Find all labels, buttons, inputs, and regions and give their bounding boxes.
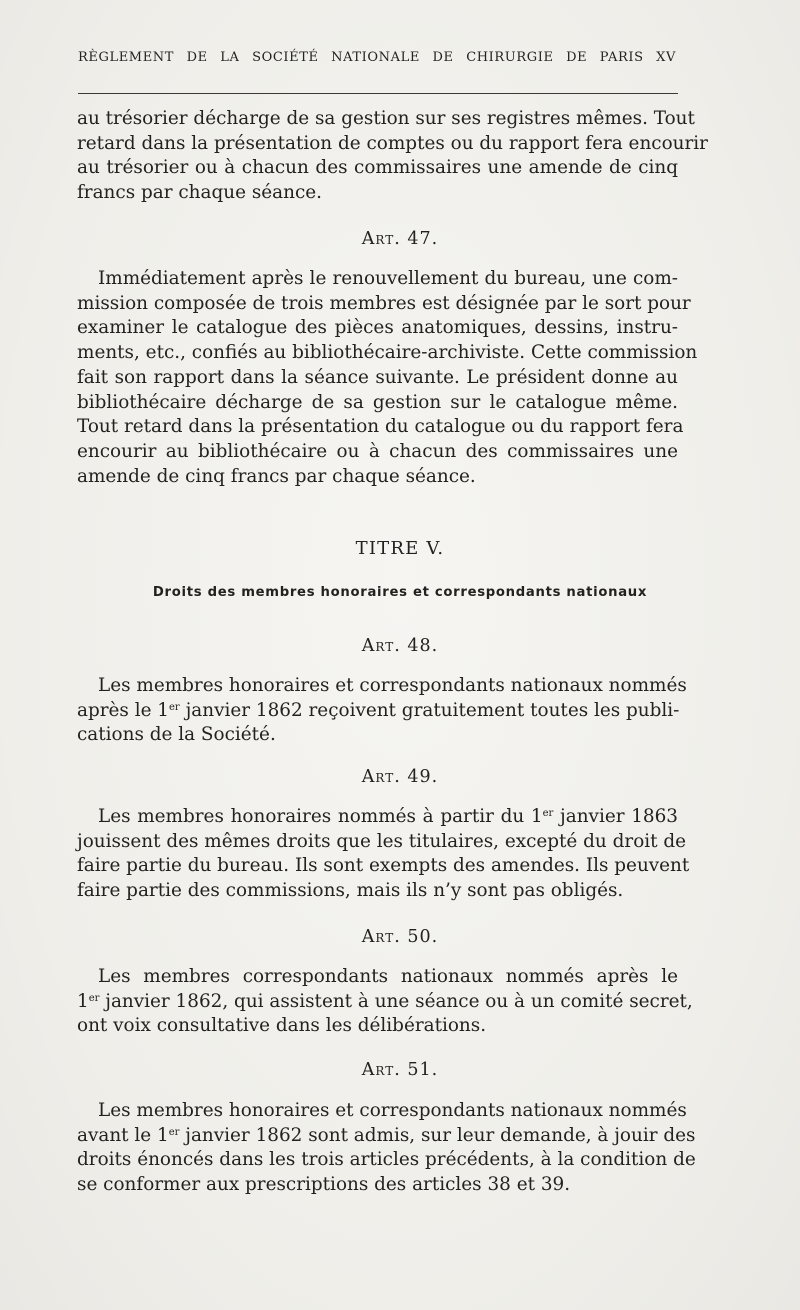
text-line: cations de la Société. — [77, 724, 276, 746]
text-line — [77, 1124, 696, 1149]
text-line: retard dans la présentation de comptes ou du rapport fera encourir — [77, 132, 708, 154]
titre-heading: TITRE V. — [355, 538, 445, 559]
article-51-text — [77, 1099, 696, 1198]
text-fragment: janvier 1862 sont admis, sur leur demande, à jouir des — [179, 1124, 696, 1146]
text-line: Les membres honoraires et correspondants nationaux nommés — [98, 1100, 687, 1121]
article-49-text — [77, 805, 690, 904]
text-line: ments, etc., confiés au bibliothécaire-archiviste. Cette commission — [77, 342, 698, 364]
superscript: er — [88, 992, 100, 1004]
titre-subtitle: Droits des membres honoraires et correspondants nationaux — [152, 585, 648, 600]
text-line: au trésorier décharge de sa gestion sur ses registres mêmes. Tout — [77, 108, 695, 129]
superscript: er — [169, 701, 180, 713]
text-line: ont voix consultative dans les délibérations. — [77, 1015, 487, 1037]
article-47-text — [77, 267, 698, 489]
text-line: mission composée de trois membres est désignée par le sort pour — [77, 292, 691, 314]
article-48-heading: Art. 48. — [361, 636, 439, 656]
text-line: amende de cinq francs par chaque séance. — [77, 465, 476, 487]
text-line: se conformer aux prescriptions des articles 38 et 39. — [77, 1174, 571, 1196]
text-line: francs par chaque séance. — [77, 182, 322, 204]
article-49-heading: Art. 49. — [361, 767, 439, 787]
text-line: jouissent des mêmes droits que les titulaires, excepté du droit de — [77, 830, 687, 852]
text-fragment: après le 1 — [77, 699, 170, 721]
text-line: bibliothécaire décharge de sa gestion sur le catalogue même. — [77, 391, 678, 413]
text-fragment: Les membres honoraires nommés à partir du 1 — [98, 806, 543, 827]
article-48-text — [77, 674, 687, 748]
text-line — [77, 699, 678, 724]
article-51-heading: Art. 51. — [361, 1060, 439, 1080]
text-fragment: janvier 1863 — [553, 806, 678, 827]
article-50-heading: Art. 50. — [361, 927, 439, 947]
text-line: encourir au bibliothécaire ou à chacun des commissaires une — [77, 440, 678, 462]
paragraph-continuation — [77, 107, 708, 206]
header-rule — [78, 93, 678, 94]
text-line: Les membres correspondants nationaux nommés après le — [98, 966, 678, 987]
text-line: faire partie des commissions, mais ils n’y sont pas obligés. — [77, 880, 624, 902]
article-47-heading: Art. 47. — [361, 229, 439, 249]
text-line: au trésorier ou à chacun des commissaires une amende de cinq — [77, 157, 678, 179]
superscript: er — [168, 1126, 180, 1138]
superscript: er — [542, 808, 554, 819]
text-line: Les membres honoraires et correspondants nationaux nommés — [98, 675, 687, 696]
text-line: fait son rapport dans la séance suivante. Le président donne au — [77, 366, 678, 388]
text-fragment: avant le 1 — [77, 1124, 169, 1146]
text-line: droits énoncés dans les trois articles précédents, à la condition de — [77, 1149, 696, 1171]
running-head: RÈGLEMENT DE LA SOCIÉTÉ NATIONALE DE CHIRURGIE DE PARIS XV — [78, 50, 676, 65]
text-fragment: janvier 1862 reçoivent gratuitement toutes les publi- — [179, 699, 680, 721]
text-line — [77, 805, 678, 830]
text-line — [77, 990, 693, 1015]
text-line: Tout retard dans la présentation du catalogue ou du rapport fera — [77, 416, 684, 438]
text-fragment: janvier 1862, qui assistent à une séance ou à un comité secret, — [99, 990, 693, 1012]
article-50-text — [77, 965, 693, 1039]
text-line: faire partie du bureau. Ils sont exempts des amendes. Ils peuvent — [77, 855, 690, 877]
text-line: Immédiatement après le renouvellement du bureau, une com- — [98, 268, 678, 289]
text-line: examiner le catalogue des pièces anatomiques, dessins, instru- — [77, 317, 678, 339]
text-fragment: 1 — [77, 990, 89, 1012]
